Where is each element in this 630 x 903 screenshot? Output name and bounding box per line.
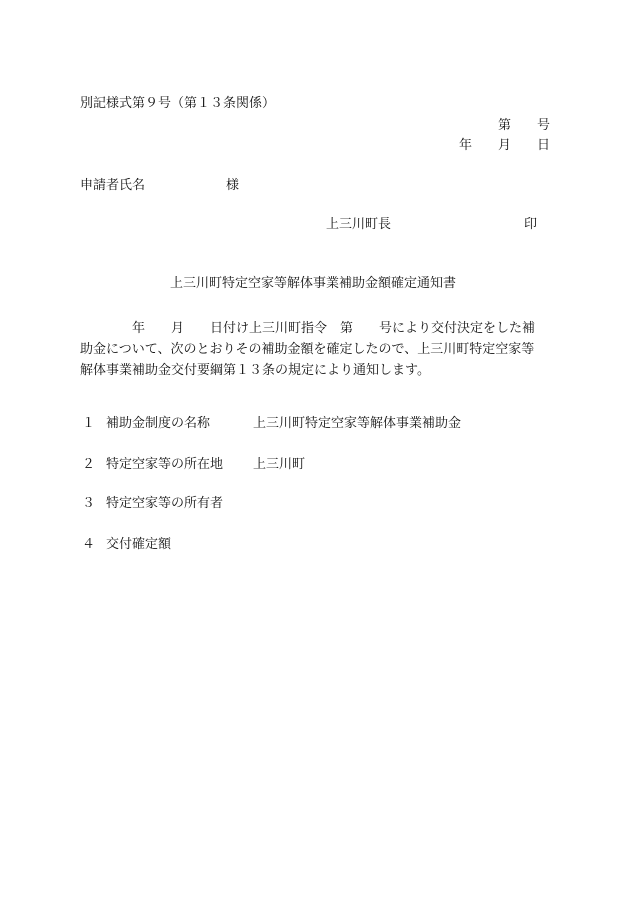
body-line: 年 月 日付け上三川町指令 第 号により交付決定をした補: [80, 321, 536, 336]
document-number: 第 号: [497, 118, 550, 133]
item-label: 特定空家等の所有者: [106, 496, 224, 511]
applicant-name-label: 申請者氏名: [80, 178, 146, 193]
issue-date: 年 月 日: [458, 138, 550, 153]
item-label: 補助金制度の名称: [106, 416, 211, 431]
item-number: １: [82, 416, 96, 431]
seal-mark: 印: [524, 217, 538, 232]
issuer-name: 上三川町長: [326, 217, 392, 232]
document-title: 上三川町特定空家等解体事業補助金額確定通知書: [170, 276, 457, 291]
body-line: 助金について、次のとおりその補助金額を確定したので、上三川町特定空家等: [80, 342, 535, 357]
item-value: 上三川町特定空家等解体事業補助金: [253, 416, 462, 431]
form-reference: 別記様式第９号（第１３条関係）: [80, 96, 276, 111]
item-number: ２: [82, 457, 96, 472]
body-line: 解体事業補助金交付要綱第１３条の規定により通知します。: [80, 363, 430, 378]
item-number: ４: [82, 537, 96, 552]
body-paragraph: [80, 318, 550, 381]
item-value: 上三川町: [253, 457, 306, 472]
item-number: ３: [82, 496, 96, 511]
item-label: 交付確定額: [106, 537, 172, 552]
honorific: 様: [226, 178, 240, 193]
item-label: 特定空家等の所在地: [106, 457, 224, 472]
